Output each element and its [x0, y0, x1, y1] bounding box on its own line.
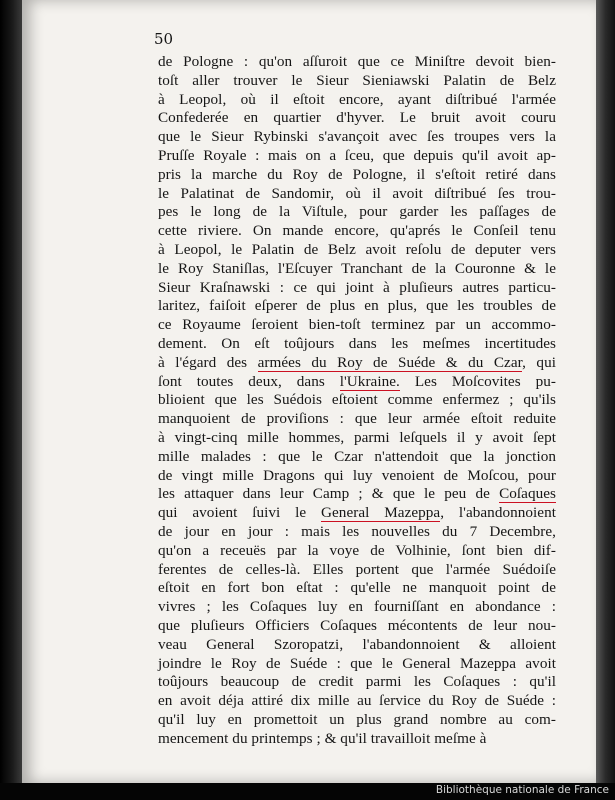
text-line: à vingt-cinq mille hommes, parmi leſquels il y avoit ſept [158, 428, 556, 446]
text-line: de Pologne : qu'on aſſuroit que ce Miniſtre devoit bien- [158, 53, 556, 70]
text-line: de jour en jour : mais les nouvelles du 7 Decembre, [158, 522, 556, 540]
text-line: mencement du printemps ; & qu'il travailloit meſme à [158, 729, 487, 747]
text-line: qu'il luy en promettoit un plus grand nombre au com- [158, 710, 556, 728]
underline-highlight: armées du Roy de Suéde & du Czar [257, 353, 523, 371]
text-line: qui avoient ſuivi le General Mazeppa, l'abandonnoient [158, 504, 557, 522]
footer-credit: Bibliothèque nationale de France [435, 784, 609, 796]
text-line: toûjours beaucoup de credit parmi les Coſaques : qu'il [158, 673, 556, 691]
text-line: en avoit déja attiré dix mille au ſervice du Roy de Suéde : [158, 692, 556, 710]
text-line: à l'égard des armées du Roy de Suéde & du Czar, qui [158, 353, 556, 371]
text-line: que le Sieur Rybinski s'avançoit avec ſes troupes vers la [158, 128, 556, 146]
text-line: laritez, faiſoit eſperer de plus en plus, que les troubles de [158, 297, 556, 315]
body-text [158, 53, 556, 748]
text-line: à Leopol, où il eſtoit encore, ayant diſtribué l'armée [158, 90, 556, 108]
text-line: à Leopol, le Palatin de Belz avoit reſolu de deputer vers [158, 240, 556, 258]
text-line: vivres ; les Coſaques luy en fourniſſant en abondance : [158, 598, 556, 616]
text-line: mille malades : que le Czar n'attendoit que la jonction [158, 447, 556, 465]
underline-highlight: Coſaques [499, 485, 556, 503]
underline-highlight: l'Ukraine. [339, 372, 400, 390]
text-line: les attaquer dans leur Camp ; & que le peu de Coſaques [158, 485, 556, 503]
text-line: toſt aller trouver le Sieur Sieniawski Palatin de Belz [158, 71, 556, 89]
text-line: ſont toutes deux, dans l'Ukraine. Les Moſcovites pu- [158, 372, 556, 390]
text-line: le Roy Staniſlas, l'Eſcuyer Tranchant de la Couronne & le [158, 259, 556, 277]
text-line: de vingt mille Dragons qui luy venoient de Moſcou, pour [158, 466, 556, 484]
text-line: joindre le Roy de Suéde : que le General Mazeppa avoit [158, 654, 556, 672]
text-line: blioient que les Suédois eſtoient comme enfermez ; qu'ils [158, 391, 556, 409]
text-line: Confederée en quartier d'hyver. Le bruit avoit couru [158, 109, 556, 127]
text-line: ce Royaume ſeroient bien-toſt terminez par un accommo- [158, 316, 556, 334]
scan-right-edge [596, 0, 615, 783]
text-line: qu'on a receuës par la voye de Volhinie, ſont bien dif- [158, 541, 556, 559]
text-line: Sieur Kraſnawski : ce qui joint à pluſieurs autres particu- [158, 278, 556, 296]
text-line: Pruſſe Royale : mais on a ſceu, que depuis qu'il avoit ap- [158, 146, 556, 164]
scan-left-edge [0, 0, 22, 800]
text-line: manquoient de proviſions : que leur armée eſtoit reduite [158, 410, 556, 428]
text-line: pes le long de la Viſtule, pour garder les paſſages de [158, 203, 556, 221]
text-line: veau General Szoropatzi, l'abandonnoient & alloient [158, 635, 556, 653]
text-line: le Palatinat de Sandomir, où il avoit diſtribué ſes trou- [158, 184, 556, 202]
text-line: que pluſieurs Officiers Coſaques mécontents de leur nou- [158, 616, 556, 634]
text-line: dement. On eſt toûjours dans les meſmes incertitudes [158, 334, 556, 352]
footer-bar [0, 783, 615, 800]
underline-highlight: General Mazeppa [321, 504, 441, 522]
text-line: ferentes de celles-là. Elles portent que l'armée Suédoiſe [158, 560, 556, 578]
text-line: cette riviere. On mande encore, qu'aprés le Conſeil tenu [158, 222, 556, 240]
page-number: 50 [154, 30, 174, 48]
text-line: eſtoit en fort bon eſtat : qu'elle ne manquoit point de [158, 579, 556, 597]
text-line: pris la marche du Roy de Pologne, il s'eſtoit retiré dans [158, 165, 556, 183]
